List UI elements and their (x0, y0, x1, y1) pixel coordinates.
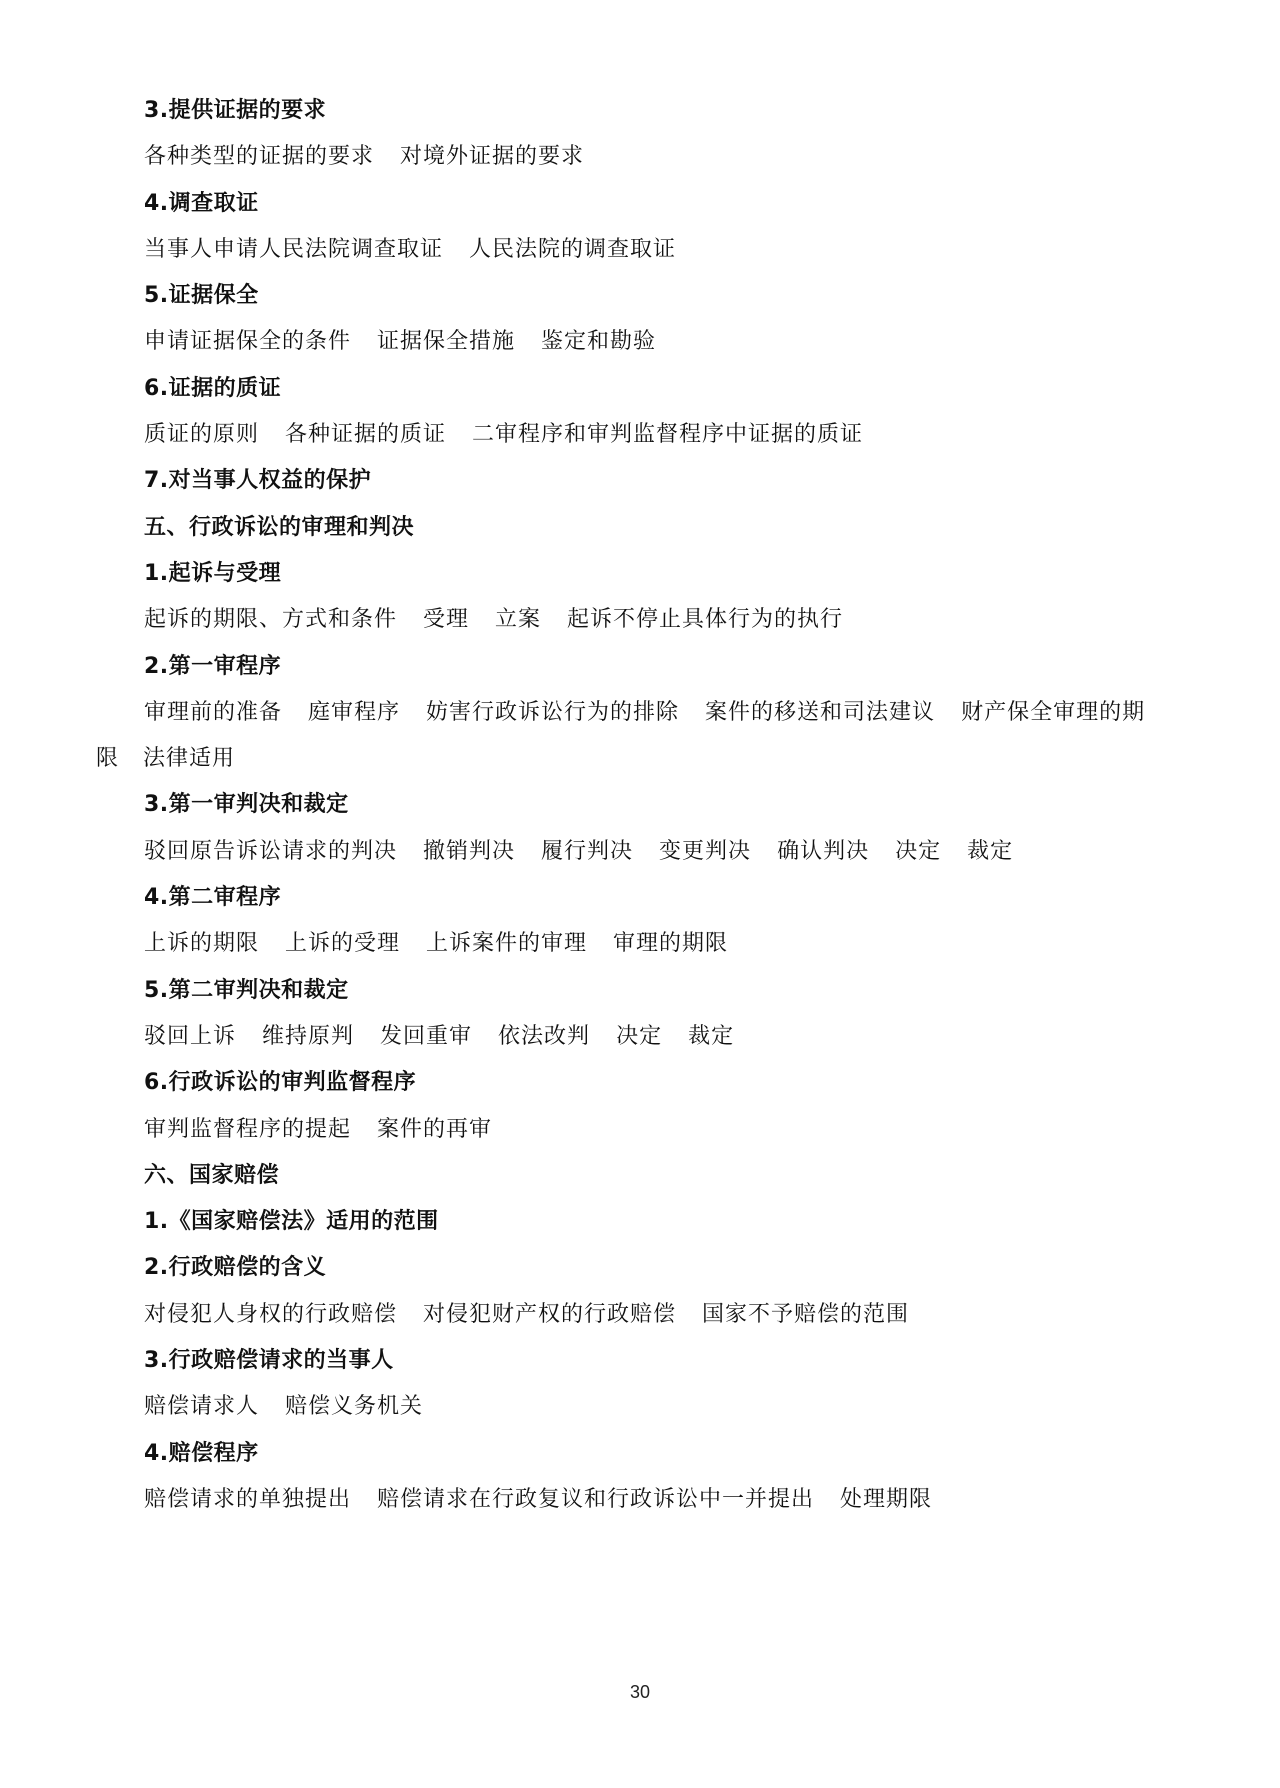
section-heading: 5.第二审判决和裁定 (144, 977, 349, 1003)
topic-item: 申请证据保全的条件 (144, 329, 352, 355)
topic-item: 法律适用 (143, 746, 236, 772)
section-heading: 4.调查取证 (144, 190, 259, 216)
section-heading: 4.第二审程序 (144, 885, 282, 911)
section-heading: 4.赔偿程序 (144, 1440, 259, 1466)
section-heading: 3.第一审判决和裁定 (144, 792, 349, 818)
topic-item: 上诉案件的审理 (426, 931, 588, 957)
section-heading: 1.起诉与受理 (144, 560, 282, 586)
topic-item: 裁定 (967, 838, 1014, 864)
section-heading: 2.第一审程序 (144, 653, 282, 679)
section-heading: 3.行政赔偿请求的当事人 (144, 1348, 394, 1374)
topic-item: 立案 (495, 607, 542, 633)
section-heading: 1.《国家赔偿法》适用的范围 (144, 1209, 439, 1235)
section-heading: 6.证据的质证 (144, 375, 282, 401)
section-heading: 五、行政诉讼的审理和判决 (144, 514, 415, 540)
topic-item: 决定 (895, 838, 942, 864)
topic-item: 人民法院的调查取证 (469, 236, 677, 262)
topic-item: 案件的移送和司法建议 (705, 699, 936, 725)
topic-list-line (96, 319, 1186, 365)
topic-item: 上诉的受理 (285, 931, 401, 957)
topic-item: 维持原判 (262, 1023, 355, 1049)
topic-item: 依法改判 (498, 1023, 591, 1049)
topic-item: 决定 (616, 1023, 663, 1049)
topic-item: 对侵犯人身权的行政赔偿 (144, 1301, 398, 1327)
topic-item: 审理的期限 (613, 931, 729, 957)
page-number: 30 (629, 1682, 651, 1702)
document-body (96, 88, 1186, 1523)
topic-item: 驳回上诉 (144, 1023, 237, 1049)
topic-item: 案件的再审 (377, 1116, 493, 1142)
topic-list-line (96, 227, 1186, 273)
section-heading: 5.证据保全 (144, 283, 259, 309)
topic-list-line (96, 134, 1186, 180)
topic-list-line (96, 921, 1186, 967)
topic-list-line (96, 1014, 1186, 1060)
topic-item: 赔偿请求在行政复议和行政诉讼中一并提出 (377, 1486, 815, 1512)
topic-item: 当事人申请人民法院调查取证 (144, 236, 444, 262)
topic-list-line (96, 829, 1186, 875)
topic-list-line (96, 1384, 1186, 1430)
topic-item: 各种类型的证据的要求 (144, 144, 375, 170)
topic-item: 受理 (423, 607, 470, 633)
topic-item: 驳回原告诉讼请求的判决 (144, 838, 398, 864)
topic-item: 起诉不停止具体行为的执行 (567, 607, 844, 633)
topic-item: 证据保全措施 (377, 329, 516, 355)
topic-item: 对境外证据的要求 (400, 144, 585, 170)
topic-item: 发回重审 (380, 1023, 473, 1049)
topic-item: 审理前的准备 (144, 699, 283, 725)
topic-list-line (96, 1107, 1186, 1153)
wrapped-character: 限 (96, 746, 120, 772)
topic-item: 赔偿义务机关 (285, 1394, 424, 1420)
topic-list-line (96, 1477, 1186, 1523)
topic-list-line (96, 1292, 1186, 1338)
topic-item: 裁定 (688, 1023, 735, 1049)
topic-item: 处理期限 (840, 1486, 933, 1512)
topic-item: 各种证据的质证 (285, 422, 447, 448)
topic-item: 妨害行政诉讼行为的排除 (426, 699, 680, 725)
topic-item: 质证的原则 (144, 422, 260, 448)
section-heading: 3.提供证据的要求 (144, 98, 327, 123)
topic-item: 上诉的期限 (144, 931, 260, 957)
topic-item: 变更判决 (659, 838, 752, 864)
topic-item: 鉴定和勘验 (541, 329, 657, 355)
topic-item: 对侵犯财产权的行政赔偿 (423, 1301, 677, 1327)
topic-item: 庭审程序 (308, 699, 401, 725)
section-heading: 2.行政赔偿的含义 (144, 1255, 327, 1281)
section-heading: 六、国家赔偿 (144, 1162, 280, 1188)
topic-item: 二审程序和审判监督程序中证据的质证 (472, 422, 864, 448)
topic-item: 财产保全审理的期 (961, 699, 1146, 725)
topic-item: 起诉的期限、方式和条件 (144, 607, 398, 633)
topic-list-line-continued (96, 736, 1186, 782)
topic-list-line (96, 597, 1186, 643)
topic-item: 撤销判决 (423, 838, 516, 864)
section-heading: 6.行政诉讼的审判监督程序 (144, 1070, 417, 1096)
topic-item: 审判监督程序的提起 (144, 1116, 352, 1142)
section-heading: 7.对当事人权益的保护 (144, 468, 372, 494)
topic-list-line (96, 690, 1186, 736)
topic-item: 确认判决 (777, 838, 870, 864)
topic-item: 国家不予赔偿的范围 (702, 1301, 910, 1327)
topic-item: 履行判决 (541, 838, 634, 864)
topic-list-line (96, 412, 1186, 458)
topic-item: 赔偿请求的单独提出 (144, 1486, 352, 1512)
topic-item: 赔偿请求人 (144, 1394, 260, 1420)
